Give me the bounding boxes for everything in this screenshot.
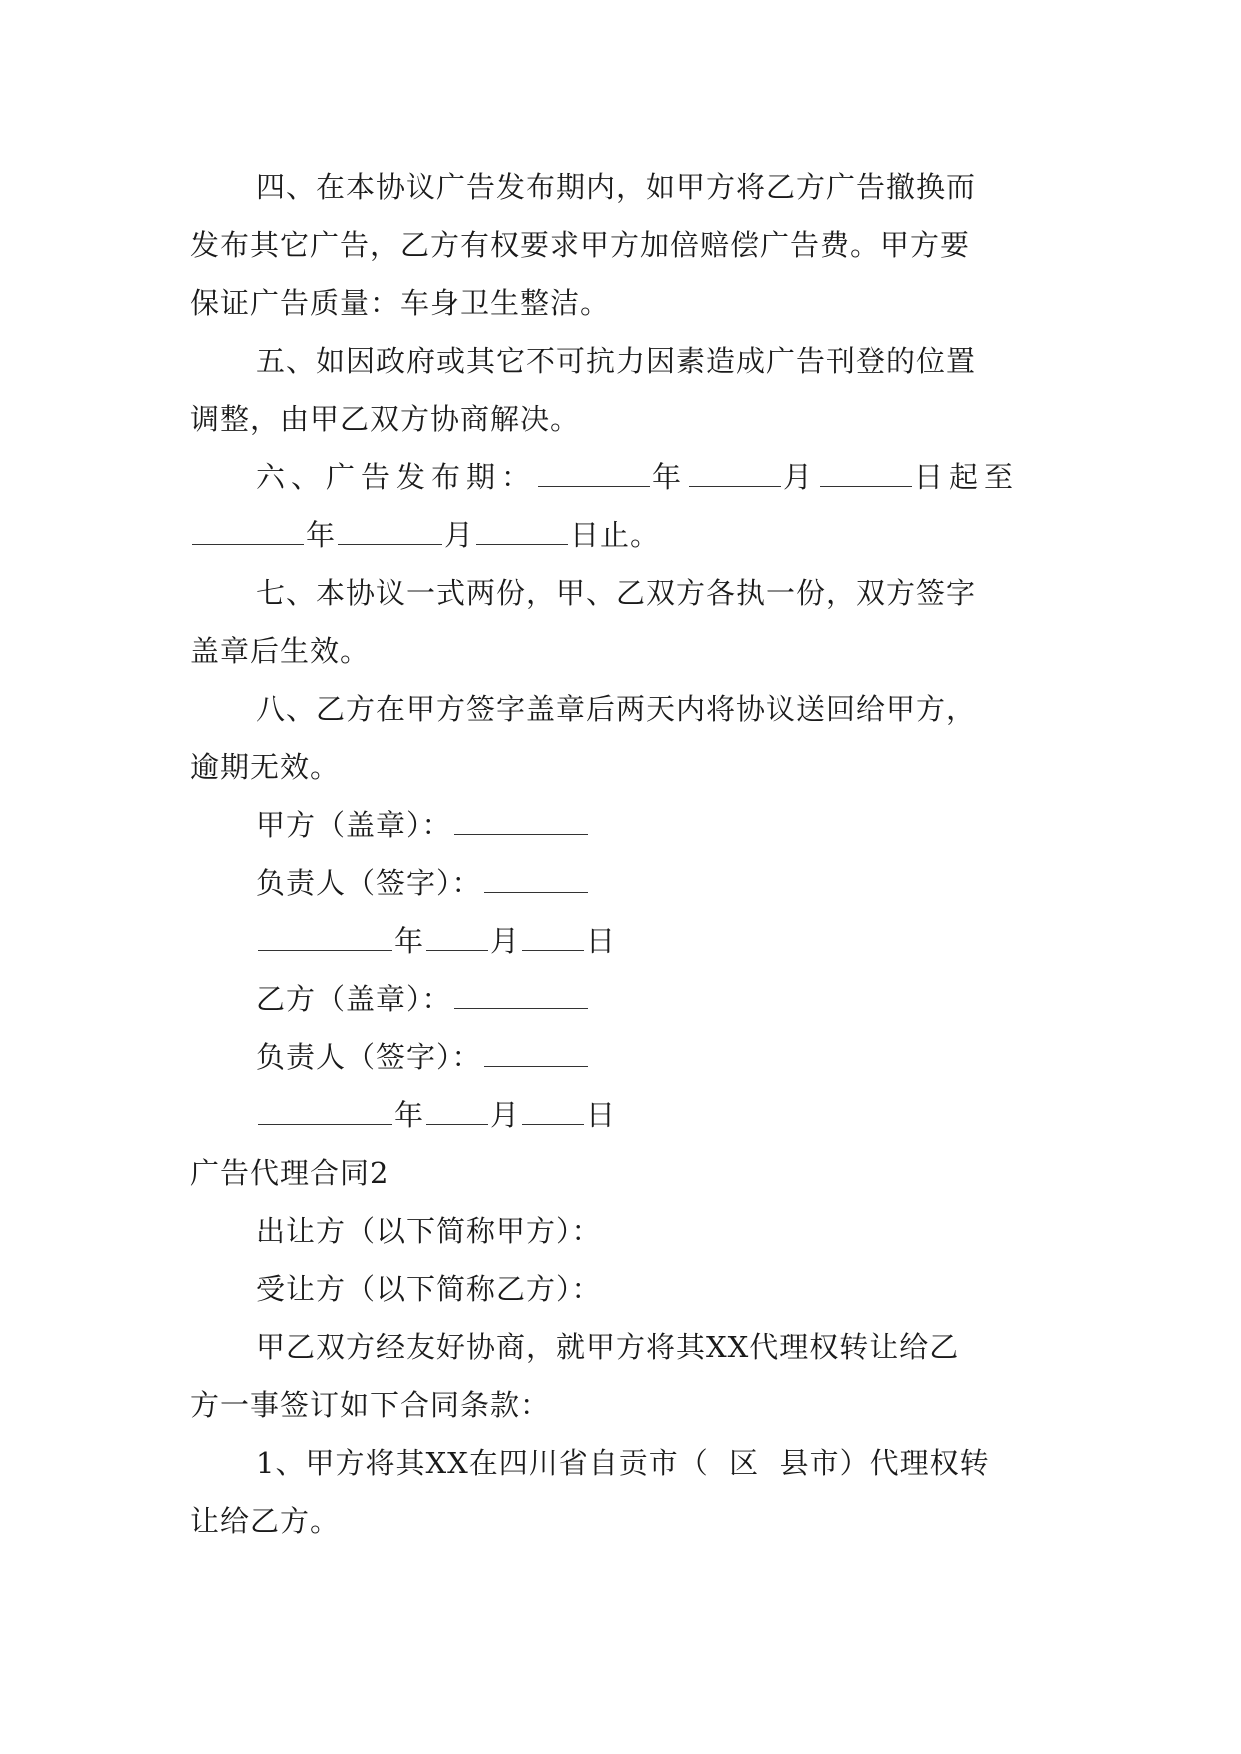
intro-line-2: 方一事签订如下合同条款： xyxy=(190,1388,551,1422)
year-blank xyxy=(258,1102,392,1125)
clause-4-line-3: 保证广告质量：车身卫生整洁。 xyxy=(190,286,611,320)
clause-1-line-1: 1、甲方将其XX在四川省自贡市（ 区 县市）代理权转 xyxy=(256,1446,990,1480)
year-label: 年 xyxy=(652,460,688,494)
clause-5-line-1: 五、如因政府或其它不可抗力因素造成广告刊登的位置 xyxy=(256,344,977,378)
party-a-date-line xyxy=(190,912,1050,970)
clause-5-line-2: 调整，由甲乙双方协商解决。 xyxy=(190,402,581,436)
party-b-person-blank xyxy=(484,1044,588,1067)
day-blank xyxy=(820,464,912,487)
day-from-label: 日起至 xyxy=(914,460,1020,494)
party-a-person-line xyxy=(190,854,1050,912)
clause-6-line-2 xyxy=(190,506,1050,564)
day-label: 日 xyxy=(586,924,617,958)
month-blank xyxy=(426,1102,488,1125)
party-b-seal-blank xyxy=(454,986,588,1009)
day-label: 日 xyxy=(586,1098,617,1132)
transferor-line: 出让方（以下简称甲方）： xyxy=(256,1214,602,1248)
clause-7-line-1: 七、本协议一式两份，甲、乙双方各执一份，双方签字 xyxy=(256,576,977,610)
party-a-person-label: 负责人（签字）： xyxy=(256,866,482,900)
clause-7-line-2: 盖章后生效。 xyxy=(190,634,371,668)
year-label: 年 xyxy=(394,1098,425,1132)
party-b-person-label: 负责人（签字）： xyxy=(256,1040,482,1074)
document-body xyxy=(190,158,1050,1550)
month-label: 月 xyxy=(783,460,819,494)
month-blank xyxy=(689,464,781,487)
year-blank xyxy=(538,464,650,487)
year-label: 年 xyxy=(306,518,337,552)
clause-6-line-1 xyxy=(190,448,1050,506)
party-a-person-blank xyxy=(484,870,588,893)
year-blank xyxy=(258,928,392,951)
party-b-seal-label: 乙方（盖章）： xyxy=(256,982,452,1016)
day-blank xyxy=(522,1102,584,1125)
contract-2-title: 广告代理合同2 xyxy=(190,1156,390,1190)
party-b-person-line xyxy=(190,1028,1050,1086)
month-label: 月 xyxy=(490,924,521,958)
year-label: 年 xyxy=(394,924,425,958)
party-b-seal-line xyxy=(190,970,1050,1028)
party-a-seal-blank xyxy=(454,812,588,835)
transferee-line: 受让方（以下简称乙方）： xyxy=(256,1272,602,1306)
intro-line-1: 甲乙双方经友好协商，就甲方将其XX代理权转让给乙 xyxy=(256,1330,960,1364)
month-blank xyxy=(338,522,442,545)
clause-6-prefix: 六、广告发布期： xyxy=(256,460,537,494)
clause-1-line-2: 让给乙方。 xyxy=(190,1504,341,1538)
party-a-seal-line xyxy=(190,796,1050,854)
party-a-seal-label: 甲方（盖章）： xyxy=(256,808,452,842)
month-label: 月 xyxy=(490,1098,521,1132)
day-blank xyxy=(522,928,584,951)
clause-8-line-1: 八、乙方在甲方签字盖章后两天内将协议送回给甲方， xyxy=(256,692,977,726)
day-to-label: 日止。 xyxy=(570,518,661,552)
month-label: 月 xyxy=(444,518,475,552)
clause-8-line-2: 逾期无效。 xyxy=(190,750,341,784)
month-blank xyxy=(426,928,488,951)
day-blank xyxy=(476,522,568,545)
party-b-date-line xyxy=(190,1086,1050,1144)
clause-4-line-2: 发布其它广告，乙方有权要求甲方加倍赔偿广告费。甲方要 xyxy=(190,228,971,262)
year-blank xyxy=(192,522,304,545)
clause-4-line-1: 四、在本协议广告发布期内，如甲方将乙方广告撤换而 xyxy=(256,170,977,204)
